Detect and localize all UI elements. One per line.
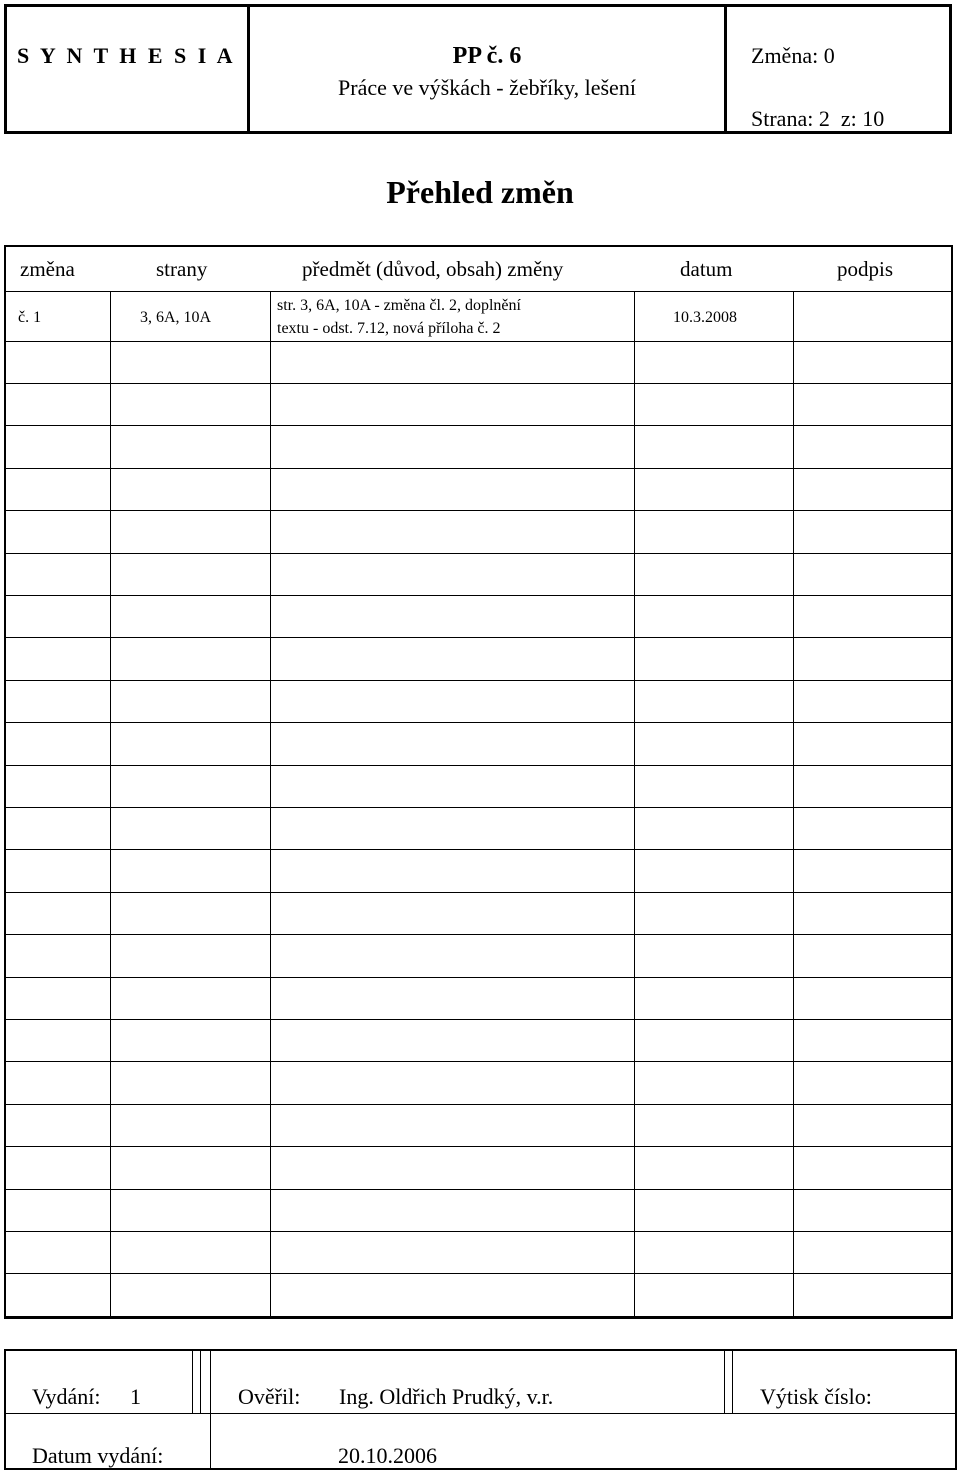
change-label: Změna:	[751, 43, 819, 68]
row-divider	[6, 1189, 951, 1190]
footer-divider	[6, 1413, 955, 1414]
page-value: 2	[818, 106, 830, 131]
column-divider	[110, 291, 111, 1317]
page-label: Strana:	[751, 106, 814, 131]
column-header-date: datum	[680, 257, 733, 281]
row-divider	[6, 807, 951, 808]
header-divider	[724, 7, 727, 131]
footer-divider	[210, 1351, 211, 1468]
column-header-signature: podpis	[837, 257, 894, 281]
row-1-date: 10.3.2008	[673, 309, 737, 326]
column-header-subject: předmět (důvod, obsah) změny	[302, 257, 564, 281]
row-divider	[6, 510, 951, 511]
document-subtitle: Práce ve výškách - žebříky, lešení	[338, 75, 636, 100]
row-1-subject-line1: str. 3, 6A, 10A - změna čl. 2, doplnění	[277, 297, 521, 314]
changes-table	[4, 245, 953, 1319]
row-divider	[6, 765, 951, 766]
issue-date-label: Datum vydání:	[32, 1443, 164, 1468]
page-of-label: z:	[840, 106, 857, 131]
row-divider	[6, 1231, 951, 1232]
page-total: 10	[862, 106, 885, 131]
issue-date-value: 20.10.2006	[338, 1443, 437, 1468]
row-divider	[6, 1019, 951, 1020]
row-divider	[6, 553, 951, 554]
column-header-change: změna	[20, 257, 75, 281]
change-number	[751, 43, 835, 69]
footer-divider	[192, 1351, 193, 1413]
footer-divider	[732, 1351, 733, 1413]
change-value: 0	[823, 43, 835, 68]
column-header-pages: strany	[156, 257, 208, 281]
edition-value: 1	[130, 1384, 141, 1409]
row-divider	[6, 468, 951, 469]
verified-value: Ing. Oldřich Prudký, v.r.	[339, 1384, 554, 1409]
row-divider	[6, 934, 951, 935]
row-divider	[6, 637, 951, 638]
row-divider	[6, 892, 951, 893]
edition-label: Vydání:	[32, 1384, 101, 1409]
column-divider	[793, 291, 794, 1317]
column-divider	[634, 291, 635, 1317]
row-divider	[6, 595, 951, 596]
row-divider	[6, 1146, 951, 1147]
row-divider	[6, 383, 951, 384]
page-title: Přehled změn	[386, 174, 574, 210]
row-divider	[6, 425, 951, 426]
document-header	[4, 4, 952, 134]
page-info	[751, 106, 884, 132]
row-divider	[6, 1104, 951, 1105]
row-divider	[6, 291, 951, 292]
company-name: S Y N T H E S I A	[17, 43, 236, 68]
verified-label: Ověřil:	[238, 1384, 301, 1409]
row-1-pages: 3, 6A, 10A	[140, 309, 212, 326]
column-divider	[270, 291, 271, 1317]
row-1-change: č. 1	[18, 309, 42, 326]
document-code: PP č. 6	[452, 43, 522, 69]
row-1-subject-line2: textu - odst. 7.12, nová příloha č. 2	[277, 320, 501, 337]
footer-divider	[200, 1351, 201, 1413]
row-divider	[6, 341, 951, 342]
row-divider	[6, 849, 951, 850]
document-footer	[4, 1349, 957, 1470]
row-divider	[6, 722, 951, 723]
row-divider	[6, 680, 951, 681]
footer-divider	[724, 1351, 725, 1413]
copy-number-label: Výtisk číslo:	[760, 1384, 872, 1409]
row-divider	[6, 977, 951, 978]
row-divider	[6, 1316, 951, 1317]
row-divider	[6, 1061, 951, 1062]
row-divider	[6, 1273, 951, 1274]
